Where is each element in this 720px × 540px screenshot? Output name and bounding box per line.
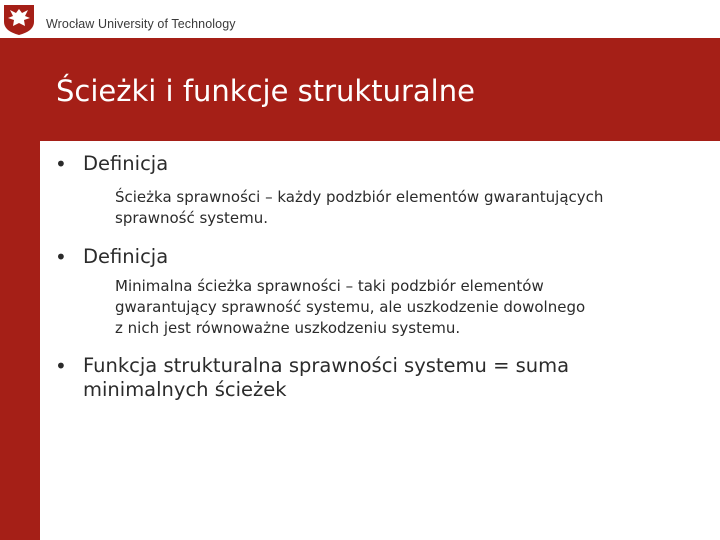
bullet-line: minimalnych ścieżek [83, 378, 287, 401]
bullet-item [55, 245, 168, 269]
definition-line: z nich jest równoważne uszkodzeniu systemu. [115, 319, 461, 337]
bullet-icon: • [55, 245, 67, 269]
university-name: Wrocław University of Technology [46, 17, 236, 31]
definition-text [115, 187, 603, 229]
bullet-heading: Definicja [83, 152, 169, 175]
eagle-logo-icon [1, 2, 37, 36]
definition-line: gwarantujący sprawność systemu, ale uszkodzenie dowolnego [115, 298, 586, 316]
bullet-line: Funkcja strukturalna sprawności systemu = suma [83, 354, 570, 377]
definition-text [115, 276, 585, 339]
bullet-heading: Definicja [83, 245, 169, 268]
university-logo [0, 0, 40, 38]
left-accent-bar [0, 0, 40, 540]
bullet-item [55, 152, 168, 176]
bullet-text [83, 354, 569, 402]
definition-line: Ścieżka sprawności – każdy podzbiór elementów gwarantujących [115, 188, 604, 206]
bullet-item [55, 354, 569, 402]
title-banner [40, 38, 720, 141]
bullet-icon: • [55, 354, 67, 378]
bullet-icon: • [55, 152, 67, 176]
definition-line: Minimalna ścieżka sprawności – taki podzbiór elementów [115, 277, 544, 295]
slide-content [40, 141, 720, 540]
definition-line: sprawność systemu. [115, 209, 268, 227]
slide-title: Ścieżki i funkcje strukturalne [56, 74, 475, 108]
